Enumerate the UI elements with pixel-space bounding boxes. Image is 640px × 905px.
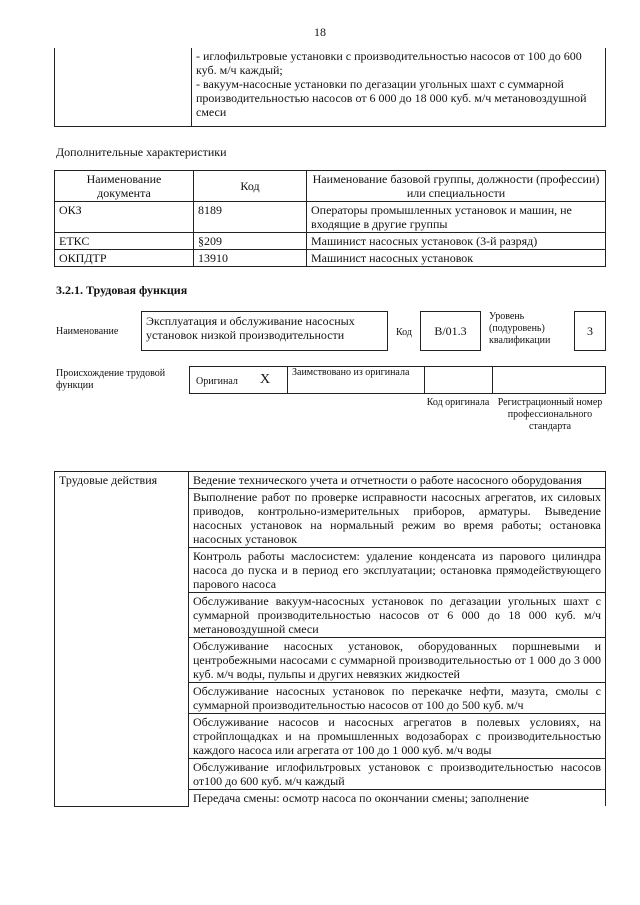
- level-value: 3: [587, 324, 593, 338]
- actions-label: Трудовые действия: [55, 472, 189, 807]
- borrowed-label: Заимствовано из оригинала: [292, 367, 410, 378]
- top-table-right-cell: [192, 48, 606, 127]
- header-doc-name: Наименование документа: [55, 171, 194, 202]
- top-table-line: - иглофильтровые установки с производительностью насосов от 100 до 600 куб. м/ч каждый;: [196, 49, 582, 77]
- page-number: 18: [314, 25, 326, 39]
- action-item: Ведение технического учета и отчетности о работе насосного оборудования: [189, 472, 606, 489]
- action-item: Обслуживание вакуум-насосных установок по дегазации угольных шахт с суммарной производительностью насосов от 6 000 до 18 000 куб. м/ч метановоздушной смеси: [189, 593, 606, 638]
- table-row: [55, 250, 606, 267]
- row-code: 13910: [194, 250, 307, 267]
- row-code: 8189: [194, 202, 307, 233]
- origin-divider: [424, 366, 425, 394]
- table-row: [55, 472, 606, 489]
- code-value: B/01.3: [434, 324, 467, 338]
- row-doc: ОКПДТР: [55, 250, 194, 267]
- action-item: Контроль работы маслосистем: удаление конденсата из парового цилиндра насоса до пуска и в период его эксплуатации; остановка прямодействующего парового насоса: [189, 548, 606, 593]
- origin-divider: [287, 366, 288, 394]
- function-name-box: [141, 311, 388, 351]
- additional-title: Дополнительные характеристики: [56, 145, 227, 159]
- original-mark: X: [260, 372, 271, 387]
- action-item: Выполнение работ по проверке исправности насосных агрегатов, их силовых приводов, контрольно-измерительных приборов, арматуры. Выведение насосных установок на нормальный режим во время работы; остановка насосных установок: [189, 489, 606, 548]
- header-group-name: Наименование базовой группы, должности (профессии) или специальности: [307, 171, 606, 202]
- code-box: [420, 311, 481, 351]
- table-header-row: [55, 171, 606, 202]
- top-table-line: - вакуум-насосные установки по дегазации угольных шахт с суммарной производительностью насосов от 6 000 до 18 000 куб. м/ч метановоздушной смеси: [196, 77, 587, 119]
- level-label: Уровень (подуровень) квалификации: [489, 311, 551, 346]
- code-original-label: Код оригинала: [426, 397, 490, 408]
- action-item: Обслуживание насосных установок по перекачке нефти, мазута, смолы с суммарной производительностью насосов от 100 до 500 куб. м/ч: [189, 683, 606, 714]
- level-box: [574, 311, 606, 351]
- code-label: Код: [396, 327, 412, 338]
- row-doc: ОКЗ: [55, 202, 194, 233]
- additional-table: [54, 170, 606, 267]
- row-name: Машинист насосных установок (3-й разряд): [307, 233, 606, 250]
- origin-label: Происхождение трудовой функции: [56, 368, 166, 391]
- row-doc: ЕТКС: [55, 233, 194, 250]
- function-heading: 3.2.1. Трудовая функция: [56, 283, 188, 297]
- original-label: Оригинал: [196, 376, 238, 387]
- table-row: [55, 233, 606, 250]
- name-label: Наименование: [56, 326, 119, 337]
- action-item: Обслуживание насосных установок, оборудованных поршневыми и центробежными насосами с суммарной производительностью от 1 000 до 3 000 куб. м/ч воды, пульпы и других невязких жидкостей: [189, 638, 606, 683]
- function-name-value: Эксплуатация и обслуживание насосных установок низкой производительности: [146, 314, 355, 342]
- top-table: [54, 48, 606, 127]
- origin-divider: [492, 366, 493, 394]
- row-name: Операторы промышленных установок и машин, не входящие в другие группы: [307, 202, 606, 233]
- action-item: Передача смены: осмотр насоса по окончании смены; заполнение: [189, 790, 606, 807]
- action-item: Обслуживание насосов и насосных агрегатов в полевых условиях, на стройплощадках и на промышленных водозаборах с производительностью каждого насоса или агрегата от 100 до 1 000 куб. м/ч воды: [189, 714, 606, 759]
- row-name: Машинист насосных установок: [307, 250, 606, 267]
- top-table-left-cell: [55, 48, 192, 127]
- reg-number-label: Регистрационный номер профессионального стандарта: [497, 397, 603, 432]
- action-item: Обслуживание иглофильтровых установок с производительностью насосов от100 до 600 куб. м/ч каждый: [189, 759, 606, 790]
- row-code: §209: [194, 233, 307, 250]
- table-row: [55, 202, 606, 233]
- actions-table: [54, 471, 606, 807]
- header-code: Код: [194, 171, 307, 202]
